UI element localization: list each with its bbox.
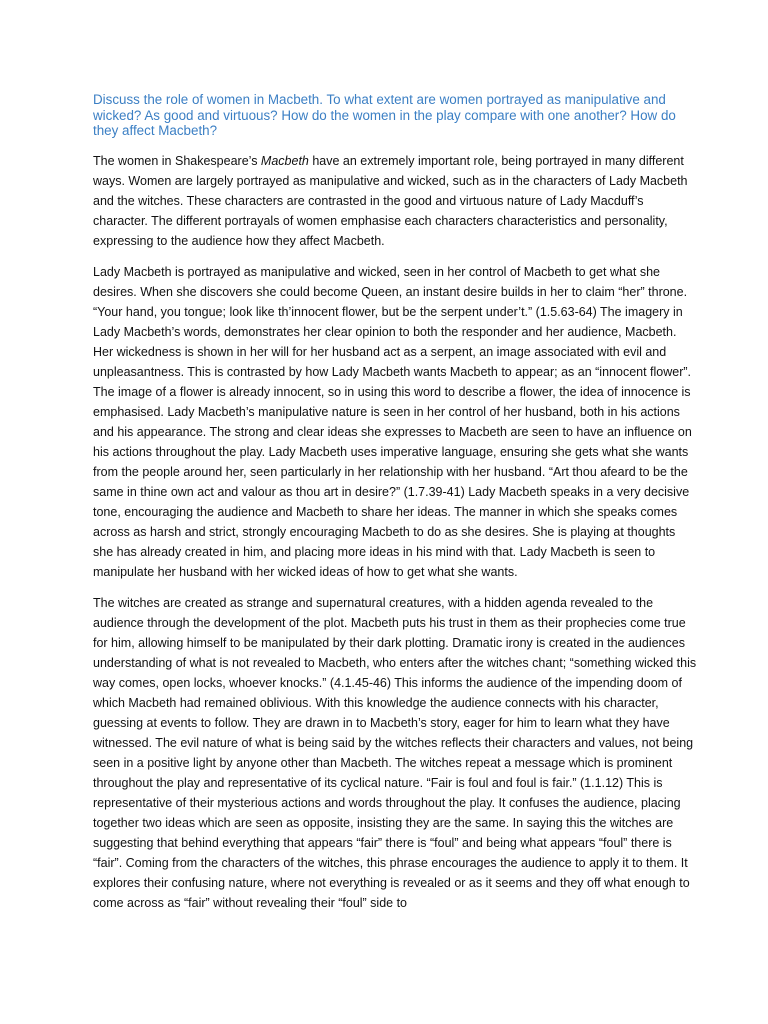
paragraph-intro [93, 151, 698, 251]
essay-question-heading: Discuss the role of women in Macbeth. To what extent are women portrayed as manipulative and wicked? As good and virtuous? How do the women in the play compare with one another? How do they affect Macbeth? [93, 92, 676, 138]
paragraph-intro-start: The women in Shakespeare’s [93, 153, 261, 168]
paragraph-lady-macbeth: Lady Macbeth is portrayed as manipulative and wicked, seen in her control of Macbeth to get what she desires. When she discovers she could become Queen, an instant desire builds in her to claim “her” throne. “Your hand, you tongue; look like th’innocent flower, but be the serpent under’t.” (1.5.63-64) The imagery in Lady Macbeth’s words, demonstrates her clear opinion to both the responder and her audience, Macbeth. Her wickedness is shown in her will for her husband act as a serpent, an image associated with evil and unpleasantness. This is contrasted by how Lady Macbeth wants Macbeth to appear; as an “innocent flower”. The image of a flower is already innocent, so in using this word to describe a flower, the idea of innocence is emphasised. Lady Macbeth’s manipulative nature is seen in her control of her husband, both in his actions and his appearance. The strong and clear ideas she expresses to Macbeth are seen to have an influence on his actions throughout the play. Lady Macbeth uses imperative language, ensuring she gets what she wants from the people around her, seen particularly in her relationship with her husband. “Art thou afeard to be the same in thine own act and valour as thou art in desire?” (1.7.39-41) Lady Macbeth speaks in a very decisive tone, encouraging the audience and Macbeth to share her ideas. The manner in which she speaks comes across as harsh and strict, strongly encouraging Macbeth to do as she desires. She is playing at thoughts she has already created in him, and placing more ideas in his mind with that. Lady Macbeth is seen to manipulate her husband with her wicked ideas of how to get what she wants. [93, 264, 692, 579]
paragraph-witches: The witches are created as strange and supernatural creatures, with a hidden agenda revealed to the audience through the development of the plot. Macbeth puts his trust in them as their prophecies come true for him, allowing himself to be manipulated by their dark plotting. Dramatic irony is created in the audiences understanding of what is not revealed to Macbeth, who enters after the witches chant; “something wicked this way comes, open locks, whoever knocks.” (4.1.45-46) This informs the audience of the impending doom of which Macbeth had remained oblivious. With this knowledge the audience connects with his character, guessing at events to follow. They are drawn in to Macbeth’s story, eager for him to learn what they have witnessed. The evil nature of what is being said by the witches reflects their characters and values, not being seen in a positive light by anyone other than Macbeth. The witches repeat a message which is prominent throughout the play and representative of its cyclical nature. “Fair is foul and foul is fair.” (1.1.12) This is representative of their mysterious actions and words throughout the play. It confuses the audience, placing together two ideas which are seen as opposite, insisting they are the same. In saying this the witches are suggesting that behind everything that appears “fair” there is “foul” and being what appears “foul” there is “fair”. Coming from the characters of the witches, this phrase encourages the audience to apply it to them. It explores their confusing nature, where not everything is revealed or as it seems and they off what enough to come across as “fair” without revealing their “foul” side to [93, 595, 697, 910]
paragraph-intro-rest: have an extremely important role, being portrayed in many different ways. Women are largely portrayed as manipulative and wicked, such as in the characters of Lady Macbeth and the witches. These characters are contrasted in the good and virtuous nature of Lady Macduff’s character. The different portrayals of women emphasise each characters characteristics and personality, expressing to the audience how they affect Macbeth. [93, 153, 688, 248]
play-title-italic: Macbeth [260, 153, 309, 168]
